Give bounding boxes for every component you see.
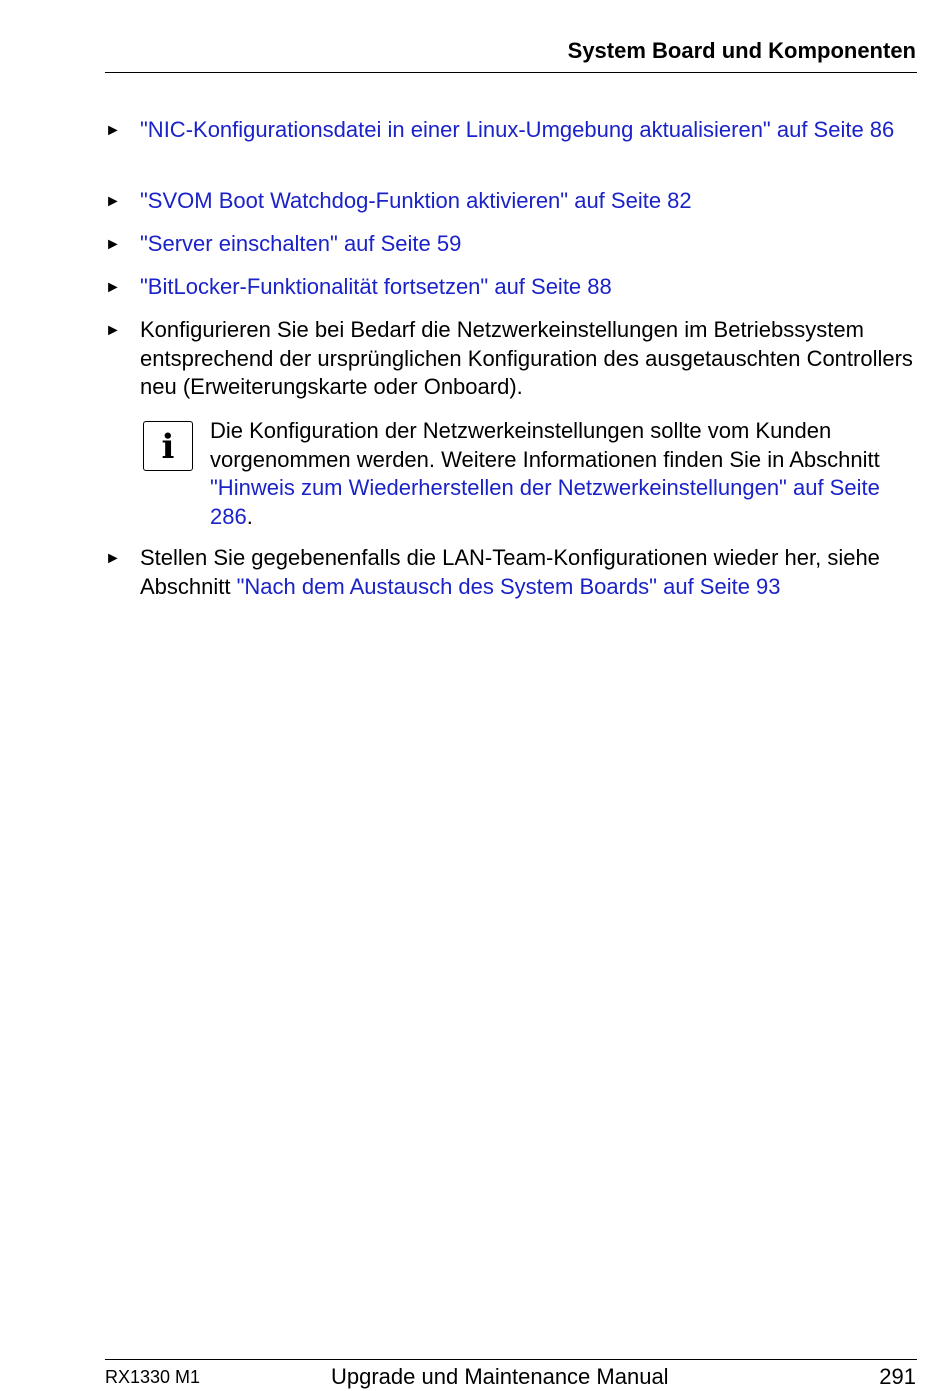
instruction-text: Konfigurieren Sie bei Bedarf die Netzwerkeinstellungen im Betriebssystem entsprechend der ursprünglichen Konfiguration des ausgetauschten Controllers neu (Erweiterungskarte oder Onboard). [140,317,913,399]
info-note [210,417,920,531]
info-icon [143,421,193,471]
cross-reference-link[interactable]: "NIC-Konfigurationsdatei in einer Linux-Umgebung aktualisieren" auf Seite 86 [140,117,895,142]
list-item [140,116,920,145]
running-header-title: System Board und Komponenten [567,38,916,63]
bullet-arrow-icon: ► [105,122,121,139]
header-divider [105,72,917,73]
bullet-arrow-icon: ► [105,236,121,253]
list-item [140,544,920,601]
bullet-arrow-icon: ► [105,550,121,567]
bullet-arrow-icon: ► [105,193,121,210]
footer-model: RX1330 M1 [105,1367,201,1387]
cross-reference-link[interactable]: "Server einschalten" auf Seite 59 [140,231,462,256]
bullet-arrow-icon: ► [105,279,121,296]
info-glyph: i [161,427,175,467]
cross-reference-link[interactable]: "SVOM Boot Watchdog-Funktion aktivieren" auf Seite 82 [140,188,692,213]
bullet-arrow-icon: ► [105,322,121,339]
cross-reference-link[interactable]: "Hinweis zum Wiederherstellen der Netzwerkeinstellungen" auf Seite 286 [210,475,880,529]
page-number: 291 [879,1364,916,1389]
list-item [140,230,920,259]
list-item [140,187,920,216]
list-item [140,273,920,302]
list-item [140,316,920,402]
info-note-suffix: . [246,503,253,529]
instruction-text: Stellen Sie gegebenenfalls die LAN-Team-Konfigurationen wieder her, siehe Abschnitt [140,545,880,599]
cross-reference-link[interactable]: "BitLocker-Funktionalität fortsetzen" auf Seite 88 [140,274,612,299]
info-note-text: Die Konfiguration der Netzwerkeinstellungen sollte vom Kunden vorgenommen werden. Weitere Informationen finden Sie in Abschnitt [210,418,880,472]
cross-reference-link[interactable]: "Nach dem Austausch des System Boards" auf Seite 93 [236,573,781,599]
footer-divider [105,1359,917,1360]
footer-manual-title: Upgrade und Maintenance Manual [331,1364,669,1389]
